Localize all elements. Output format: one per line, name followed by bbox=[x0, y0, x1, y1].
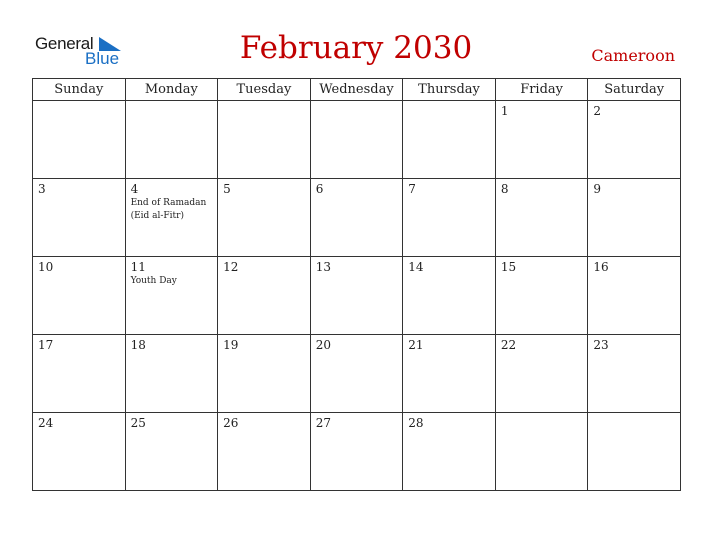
day-cell bbox=[125, 101, 218, 179]
day-cell bbox=[588, 179, 681, 257]
day-number: 25 bbox=[130, 416, 146, 430]
day-number bbox=[588, 413, 680, 416]
day-number: 3 bbox=[38, 182, 46, 196]
day-cell bbox=[125, 257, 218, 335]
day-number: 20 bbox=[315, 338, 331, 352]
day-number: 14 bbox=[408, 260, 424, 274]
day-number: 24 bbox=[38, 416, 54, 430]
day-number: 17 bbox=[38, 338, 54, 352]
day-cell bbox=[403, 335, 496, 413]
country-label: Cameroon bbox=[591, 46, 675, 65]
calendar-grid bbox=[32, 78, 681, 491]
day-cell bbox=[310, 101, 403, 179]
weekday-header: Thursday bbox=[403, 79, 496, 101]
weekday-header: Wednesday bbox=[310, 79, 403, 101]
week-row bbox=[33, 257, 681, 335]
day-cell bbox=[310, 179, 403, 257]
day-cell bbox=[588, 413, 681, 491]
day-number bbox=[403, 101, 495, 104]
day-number bbox=[496, 413, 588, 416]
day-number bbox=[311, 101, 403, 104]
day-cell bbox=[218, 335, 311, 413]
holiday-label: (Eid al-Fitr) bbox=[130, 211, 184, 221]
day-number: 19 bbox=[223, 338, 239, 352]
day-number bbox=[126, 101, 218, 104]
day-number: 10 bbox=[38, 260, 54, 274]
day-number bbox=[218, 101, 310, 104]
day-cell bbox=[403, 179, 496, 257]
day-number: 5 bbox=[223, 182, 231, 196]
day-number: 26 bbox=[223, 416, 239, 430]
logo-text-general: General bbox=[35, 34, 94, 53]
day-cell bbox=[495, 101, 588, 179]
logo-text-blue: Blue bbox=[85, 49, 120, 68]
weekday-header: Sunday bbox=[33, 79, 126, 101]
day-number: 4 bbox=[130, 182, 139, 196]
day-cell bbox=[310, 413, 403, 491]
day-cell bbox=[33, 179, 126, 257]
day-cell bbox=[218, 179, 311, 257]
calendar-body bbox=[33, 101, 681, 491]
weekday-header: Monday bbox=[125, 79, 218, 101]
calendar-title: February 2030 bbox=[239, 30, 473, 66]
week-row bbox=[33, 335, 681, 413]
day-cell bbox=[125, 413, 218, 491]
day-number: 16 bbox=[593, 260, 609, 274]
day-number: 15 bbox=[500, 260, 517, 274]
day-number bbox=[33, 101, 125, 104]
day-cell bbox=[218, 257, 311, 335]
day-number: 18 bbox=[130, 338, 146, 352]
day-cell bbox=[403, 257, 496, 335]
day-cell bbox=[33, 413, 126, 491]
day-number: 21 bbox=[408, 338, 424, 352]
day-number: 12 bbox=[223, 260, 239, 274]
day-number: 27 bbox=[315, 416, 331, 430]
day-number: 2 bbox=[593, 104, 602, 118]
day-cell bbox=[495, 335, 588, 413]
day-number: 8 bbox=[500, 182, 509, 196]
day-number: 1 bbox=[500, 104, 509, 118]
week-row bbox=[33, 101, 681, 179]
day-cell bbox=[218, 413, 311, 491]
day-number: 6 bbox=[315, 182, 324, 196]
day-cell bbox=[588, 257, 681, 335]
weekday-header: Saturday bbox=[588, 79, 681, 101]
day-cell bbox=[33, 335, 126, 413]
weekday-header: Tuesday bbox=[218, 79, 311, 101]
holiday-label: Youth Day bbox=[130, 276, 177, 286]
day-cell bbox=[495, 413, 588, 491]
day-cell bbox=[495, 257, 588, 335]
day-cell bbox=[125, 335, 218, 413]
weekday-header-row bbox=[33, 79, 681, 101]
day-number: 23 bbox=[593, 338, 609, 352]
weekday-header: Friday bbox=[495, 79, 588, 101]
holiday-label: End of Ramadan bbox=[130, 198, 207, 208]
day-cell bbox=[588, 101, 681, 179]
day-number: 11 bbox=[130, 260, 146, 274]
day-cell bbox=[125, 179, 218, 257]
day-cell bbox=[310, 335, 403, 413]
day-number: 28 bbox=[408, 416, 424, 430]
week-row bbox=[33, 179, 681, 257]
day-cell bbox=[403, 413, 496, 491]
day-cell bbox=[33, 257, 126, 335]
week-row bbox=[33, 413, 681, 491]
day-number: 7 bbox=[408, 182, 416, 196]
day-cell bbox=[310, 257, 403, 335]
day-number: 9 bbox=[593, 182, 602, 196]
day-cell bbox=[33, 101, 126, 179]
day-number: 13 bbox=[315, 260, 331, 274]
day-number: 22 bbox=[500, 338, 517, 352]
day-cell bbox=[403, 101, 496, 179]
day-cell bbox=[495, 179, 588, 257]
day-cell bbox=[218, 101, 311, 179]
day-cell bbox=[588, 335, 681, 413]
